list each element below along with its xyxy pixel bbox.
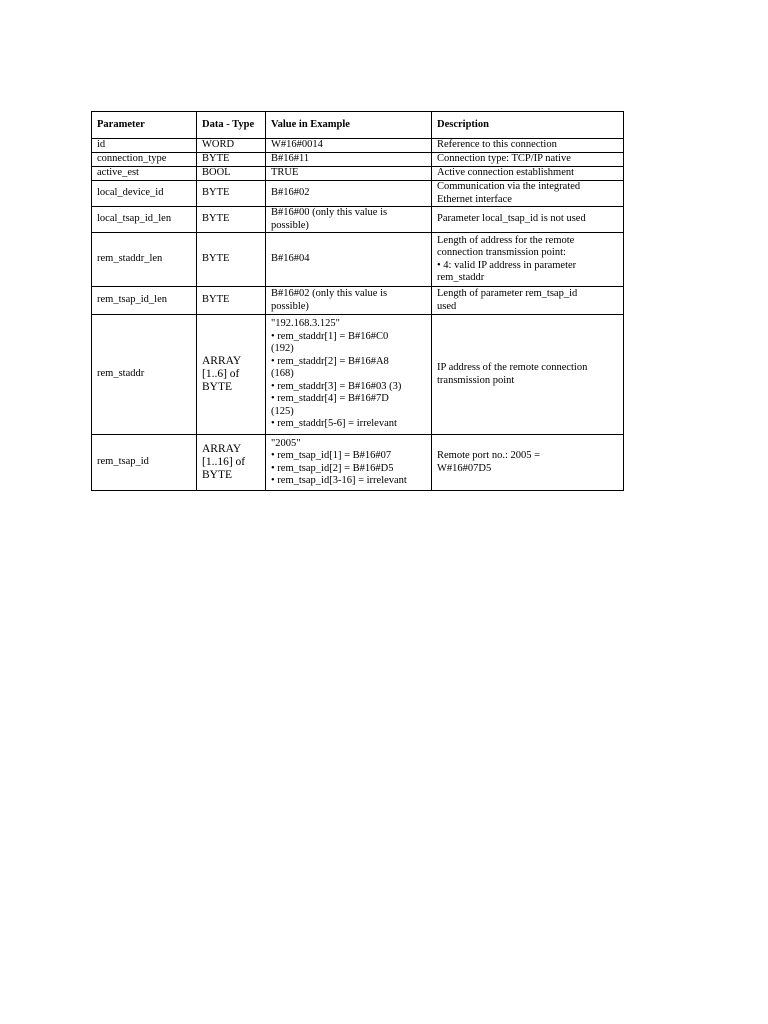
cell-value-in-example-line: • rem_tsap_id[1] = B#16#07 <box>271 450 392 461</box>
cell-value-in-example-line: B#16#02 (only this value is <box>271 288 388 299</box>
cell-parameter: id <box>92 139 197 153</box>
table-row <box>92 233 624 287</box>
cell-value-in-example-line: • rem_tsap_id[3-16] = irrelevant <box>271 475 407 486</box>
cell-value-in-example <box>266 233 432 287</box>
cell-description-line: Remote port no.: 2005 = <box>437 450 541 461</box>
cell-data-type <box>197 287 266 315</box>
cell-description-line: W#16#07D5 <box>437 462 492 474</box>
table-body <box>92 139 624 491</box>
header-parameter: Parameter <box>92 112 197 139</box>
cell-description-line: Reference to this connection <box>437 139 557 151</box>
cell-parameter: local_tsap_id_len <box>92 207 197 233</box>
header-data-type-label: Data - Type <box>202 118 255 130</box>
cell-value-in-example-line: "2005" <box>271 437 301 449</box>
cell-value-in-example-line: possible) <box>271 300 309 312</box>
cell-description <box>432 435 624 491</box>
cell-data-type-line: BOOL <box>202 167 231 179</box>
cell-description-line: Length of parameter rem_tsap_id <box>437 288 578 299</box>
cell-data-type-line: BYTE <box>202 294 230 306</box>
cell-value-in-example <box>266 287 432 315</box>
cell-value-in-example <box>266 315 432 435</box>
cell-description-line: Active connection establishment <box>437 167 575 179</box>
cell-description-line: transmission point <box>437 374 515 386</box>
cell-value-in-example <box>266 153 432 167</box>
cell-value-in-example-line: B#16#04 <box>271 253 310 265</box>
cell-data-type-line: BYTE <box>202 187 230 199</box>
cell-value-in-example-line: (125) <box>271 405 294 417</box>
cell-value-in-example-line: W#16#0014 <box>271 139 323 151</box>
table-row <box>92 315 624 435</box>
cell-value-in-example <box>266 435 432 491</box>
cell-description <box>432 315 624 435</box>
cell-data-type <box>197 181 266 207</box>
cell-description <box>432 139 624 153</box>
cell-data-type-line: [1..6] of <box>202 368 240 380</box>
cell-value-in-example-line: • rem_staddr[5-6] = irrelevant <box>271 418 397 430</box>
cell-parameter: rem_staddr_len <box>92 233 197 287</box>
cell-value-in-example-line: (168) <box>271 368 294 380</box>
cell-data-type-line: ARRAY <box>202 443 242 455</box>
header-value-in-example: Value in Example <box>266 112 432 139</box>
cell-description-line: Parameter local_tsap_id is not used <box>437 213 586 225</box>
cell-description <box>432 207 624 233</box>
cell-value-in-example-line: • rem_staddr[1] = B#16#C0 <box>271 330 389 342</box>
cell-value-in-example-line: • rem_staddr[2] = B#16#A8 <box>271 355 389 367</box>
cell-value-in-example-line: • rem_staddr[3] = B#16#03 (3) <box>271 380 402 392</box>
cell-value-in-example-line: B#16#11 <box>271 153 310 165</box>
cell-description-line: used <box>437 300 457 312</box>
cell-value-in-example-line: (192) <box>271 343 294 355</box>
cell-data-type <box>197 315 266 435</box>
cell-parameter: rem_tsap_id_len <box>92 287 197 315</box>
cell-parameter: connection_type <box>92 153 197 167</box>
cell-description <box>432 167 624 181</box>
cell-description <box>432 153 624 167</box>
cell-value-in-example <box>266 207 432 233</box>
table-header-row <box>92 112 624 139</box>
cell-data-type <box>197 153 266 167</box>
cell-data-type <box>197 207 266 233</box>
cell-data-type-line: BYTE <box>202 469 233 481</box>
cell-parameter: rem_staddr <box>92 315 197 435</box>
cell-data-type-line: BYTE <box>202 253 230 265</box>
cell-description-line: • 4: valid IP address in parameter <box>437 259 577 271</box>
cell-value-in-example-line: B#16#00 (only this value is <box>271 207 388 218</box>
cell-description-line: Communication via the integrated <box>437 181 581 192</box>
cell-value-in-example <box>266 139 432 153</box>
cell-data-type-line: BYTE <box>202 153 230 165</box>
header-description: Description <box>432 112 624 139</box>
cell-description <box>432 287 624 315</box>
cell-description-line: connection transmission point: <box>437 247 566 258</box>
cell-data-type <box>197 435 266 491</box>
cell-description-line: Connection type: TCP/IP native <box>437 153 571 165</box>
cell-value-in-example-line: • rem_staddr[4] = B#16#7D <box>271 393 389 405</box>
cell-parameter: rem_tsap_id <box>92 435 197 491</box>
cell-value-in-example <box>266 181 432 207</box>
cell-data-type-line: WORD <box>202 139 235 151</box>
cell-value-in-example-line: TRUE <box>271 167 299 179</box>
cell-description-line: Ethernet interface <box>437 193 512 205</box>
table-row <box>92 153 624 167</box>
cell-data-type <box>197 233 266 287</box>
parameter-table <box>91 111 624 491</box>
cell-parameter: local_device_id <box>92 181 197 207</box>
cell-data-type-line: BYTE <box>202 213 230 225</box>
cell-value-in-example <box>266 167 432 181</box>
cell-description-line: rem_staddr <box>437 272 485 283</box>
cell-parameter: active_est <box>92 167 197 181</box>
cell-value-in-example-line: possible) <box>271 219 309 231</box>
table-row <box>92 181 624 207</box>
table-row <box>92 139 624 153</box>
cell-data-type <box>197 139 266 153</box>
table-row <box>92 207 624 233</box>
cell-data-type-line: ARRAY <box>202 355 242 367</box>
cell-description-line: Length of address for the remote <box>437 234 575 246</box>
cell-description <box>432 233 624 287</box>
cell-description-line: IP address of the remote connection <box>437 362 588 373</box>
cell-value-in-example-line: B#16#02 <box>271 187 310 199</box>
table-row <box>92 167 624 181</box>
cell-description <box>432 181 624 207</box>
table-row <box>92 287 624 315</box>
cell-value-in-example-line: "192.168.3.125" <box>271 318 340 330</box>
cell-data-type-line: [1..16] of <box>202 456 246 468</box>
cell-value-in-example-line: • rem_tsap_id[2] = B#16#D5 <box>271 462 394 474</box>
table-row <box>92 435 624 491</box>
cell-data-type <box>197 167 266 181</box>
cell-data-type-line: BYTE <box>202 381 233 393</box>
header-data-type <box>197 112 266 139</box>
